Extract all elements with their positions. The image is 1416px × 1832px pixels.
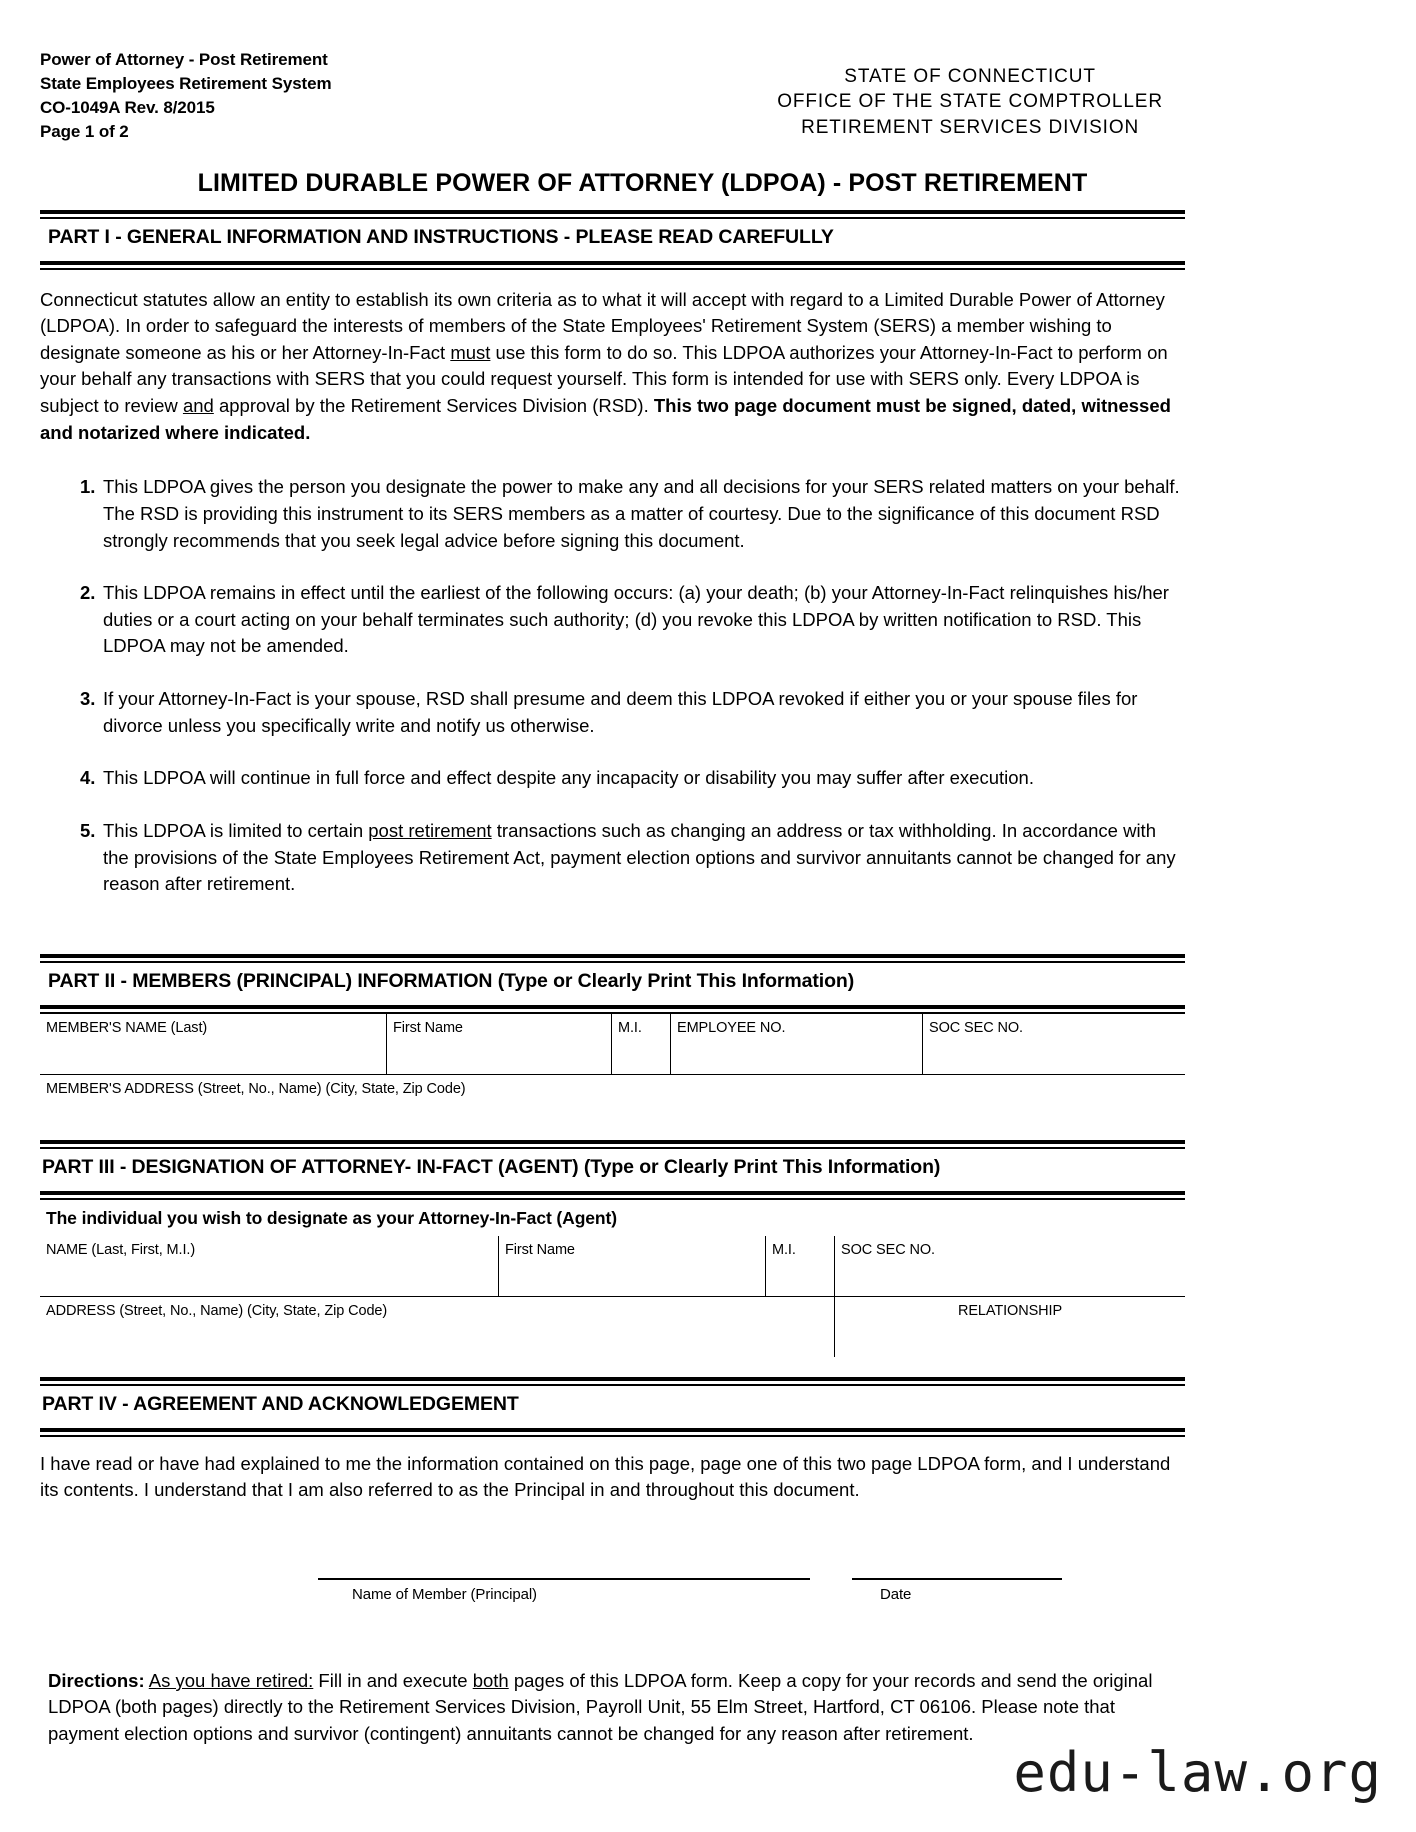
agency-state-line: STATE OF CONNECTICUT: [844, 66, 1096, 87]
form-identification-block: [40, 48, 332, 145]
rule-below-part2: [40, 1005, 1185, 1014]
intro-bold-notice: This two page document must be signed, dated, witnessed and notarized where indicated.: [40, 395, 1171, 443]
directions-underline-both: both: [472, 1670, 509, 1691]
form-system-line: State Employees Retirement System: [40, 74, 332, 94]
part2-heading: PART II - MEMBERS (PRINCIPAL) INFORMATION (Type or Clearly Print This Information): [48, 969, 855, 992]
field-label: RELATIONSHIP: [957, 1302, 1063, 1319]
directions-underline-retired: As you have retired:: [148, 1670, 314, 1691]
list-item: [80, 818, 1185, 898]
list-item: [80, 474, 1185, 554]
part1-instruction-list: [40, 474, 1185, 898]
rule-above-part2: [40, 954, 1185, 963]
table-row: [40, 1236, 1185, 1297]
field-member-soc-sec-no[interactable]: [923, 1014, 1186, 1074]
form-number-line: CO-1049A Rev. 8/2015: [40, 98, 215, 118]
part3-agent-fields-table: [40, 1236, 1185, 1357]
directions-label: Directions:: [48, 1670, 145, 1691]
rule-above-part4: [40, 1377, 1185, 1386]
agency-division-line: RETIREMENT SERVICES DIVISION: [801, 116, 1140, 138]
item3-text: If your Attorney-In-Fact is your spouse, RSD shall presume and deem this LDPOA revoked if either you or your spouse files for divorce unless you specifically write and notify us otherwise.: [103, 688, 1138, 736]
rule-below-part3: [40, 1191, 1185, 1200]
table-row: [40, 1014, 1185, 1074]
field-label: MEMBER'S ADDRESS (Street, No., Name) (City, State, Zip Code): [46, 1080, 466, 1097]
field-agent-relationship[interactable]: [835, 1297, 1186, 1357]
field-label: SOC SEC NO.: [841, 1241, 935, 1258]
field-label: SOC SEC NO.: [929, 1019, 1023, 1036]
member-signature-line[interactable]: [318, 1578, 810, 1580]
list-item: [80, 765, 1185, 792]
field-label: NAME (Last, First, M.I.): [46, 1241, 196, 1258]
directions-paragraph: [40, 1668, 1185, 1747]
intro-segment-3: approval by the Retirement Services Division (RSD).: [213, 395, 654, 416]
field-label: First Name: [393, 1019, 463, 1036]
field-label: M.I.: [772, 1241, 796, 1258]
document-title: LIMITED DURABLE POWER OF ATTORNEY (LDPOA) - POST RETIREMENT: [197, 168, 1088, 197]
page-header: [40, 0, 1185, 145]
date-caption: Date: [880, 1586, 912, 1603]
part3-subheading: The individual you wish to designate as your Attorney-In-Fact (Agent): [46, 1207, 617, 1228]
part1-intro-paragraph: [40, 287, 1185, 447]
item1-text: This LDPOA gives the person you designate the power to make any and all decisions for your SERS related matters on your behalf. The RSD is providing this instrument to its SERS members as a matter of courtesy. Due to the significance of this document RSD strongly recommends that you seek legal advice before signing this document.: [103, 476, 1180, 551]
field-member-first-name[interactable]: [387, 1014, 612, 1074]
list-item: [80, 580, 1185, 660]
item5-text-a: This LDPOA is limited to certain: [103, 819, 369, 841]
field-member-mi[interactable]: [612, 1014, 671, 1074]
part3-heading: PART III - DESIGNATION OF ATTORNEY- IN-FACT (AGENT) (Type or Clearly Print This Information): [42, 1155, 941, 1178]
rule-above-part1: [40, 210, 1185, 219]
field-agent-mi[interactable]: [766, 1236, 835, 1297]
field-label: EMPLOYEE NO.: [677, 1019, 786, 1036]
agency-block: [777, 48, 1185, 140]
form-title-line: Power of Attorney - Post Retirement: [40, 50, 328, 69]
intro-underline-must: must: [450, 341, 491, 363]
date-signature-line[interactable]: [852, 1578, 1062, 1580]
item5-text-b: transactions such as changing an address or tax withholding. In accordance with the provisions of the State Employees Retirement Act, payment election options and survivor annuitants cannot be changed for any reason after retirement.: [103, 819, 1176, 895]
field-member-address[interactable]: [40, 1074, 1185, 1118]
intro-underline-and: and: [182, 395, 214, 416]
part4-section: [40, 1377, 1185, 1622]
field-employee-no[interactable]: [671, 1014, 923, 1074]
field-label: First Name: [505, 1241, 575, 1258]
intro-segment-1: Connecticut statutes allow an entity to establish its own criteria as to what it will accept with regard to a Limited Durable Power of Attorney (LDPOA). In order to safeguard the interests of members of the State Employees' Retirement System (SERS) a member wishing to designate someone as his or her Attorney-In-Fact: [40, 288, 1165, 363]
part2-section: [40, 954, 1185, 1118]
signature-area: [40, 1556, 1185, 1622]
watermark: edu-law.org: [1013, 1741, 1382, 1804]
agency-office-line: OFFICE OF THE STATE COMPTROLLER: [777, 91, 1163, 113]
page-number-line: Page 1 of 2: [40, 122, 129, 142]
directions-segment-1: Fill in and execute: [313, 1670, 473, 1691]
part3-section: [40, 1140, 1185, 1357]
table-row: [40, 1297, 1185, 1357]
item5-underline-post-retirement: post retirement: [368, 819, 492, 841]
field-agent-first-name[interactable]: [499, 1236, 766, 1297]
part1-heading: PART I - GENERAL INFORMATION AND INSTRUCTIONS - PLEASE READ CAREFULLY: [48, 225, 834, 248]
field-agent-name[interactable]: [40, 1236, 499, 1297]
field-label: ADDRESS (Street, No., Name) (City, State, Zip Code): [46, 1302, 388, 1319]
directions-segment-2: pages of this LDPOA form. Keep a copy for your records and send the original LDPOA (both pages) directly to the Retirement Services Division, Payroll Unit, 55 Elm Street, Hartford, CT 06106. Please note that payment election options and survivor (contingent) annuitants cannot be changed for any reason after retirement.: [48, 1670, 1153, 1744]
field-label: M.I.: [618, 1019, 642, 1036]
field-agent-soc-sec-no[interactable]: [835, 1236, 1186, 1297]
item2-text: This LDPOA remains in effect until the earliest of the following occurs: (a) your death; (b) your Attorney-In-Fact relinquishes his/her duties or a court acting on your behalf terminates such authority; (d) you revoke this LDPOA by written notification to RSD. This LDPOA may not be amended.: [103, 582, 1169, 657]
part4-acknowledgement-text: I have read or have had explained to me the information contained on this page, page one of this two page LDPOA form, and I understand its contents. I understand that I am also referred to as the Principal in and throughout this document.: [40, 1452, 1171, 1501]
field-agent-address[interactable]: [40, 1297, 835, 1357]
field-label: MEMBER'S NAME (Last): [46, 1019, 208, 1036]
list-item: [80, 686, 1185, 739]
rule-below-part1: [40, 261, 1185, 270]
rule-below-part4: [40, 1428, 1185, 1437]
member-signature-caption: Name of Member (Principal): [352, 1586, 537, 1603]
intro-segment-2: use this form to do so. This LDPOA authorizes your Attorney-In-Fact to perform on your behalf any transactions with SERS that you could request yourself. This form is intended for use with SERS only. Every LDPOA is subject to review: [40, 341, 1168, 416]
part4-heading: PART IV - AGREEMENT AND ACKNOWLEDGEMENT: [42, 1392, 519, 1415]
rule-above-part3: [40, 1140, 1185, 1149]
field-member-last-name[interactable]: [40, 1014, 387, 1074]
item4-text: This LDPOA will continue in full force and effect despite any incapacity or disability you may suffer after execution.: [103, 767, 1034, 789]
part2-member-fields-table: [40, 1014, 1185, 1074]
